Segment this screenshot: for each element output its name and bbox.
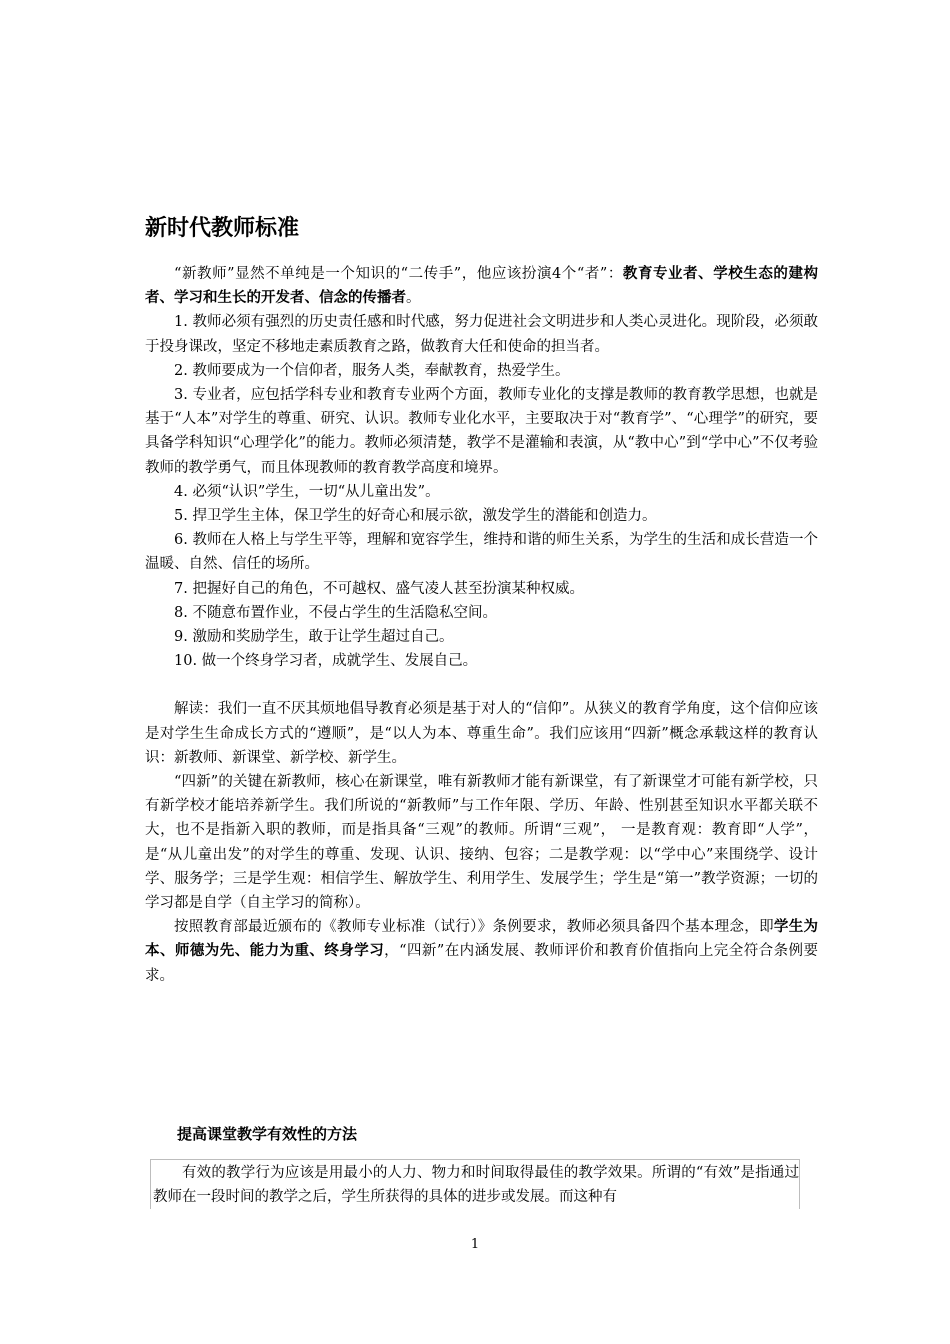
intro-bold-text: 教育专业者、学校生态的建构者、学习和生长的开发者、信念的传播者 bbox=[145, 266, 819, 307]
standard-bold-text: 学生为本、师德为先、能力为重、终身学习 bbox=[145, 919, 819, 960]
document-body bbox=[145, 262, 818, 988]
section-heading: 提高课堂教学有效性的方法 bbox=[177, 1125, 358, 1143]
list-item: 6. 教师在人格上与学生平等，理解和宽容学生，维持和谐的师生关系，为学生的生活和成长营造一个温暖、自然、信任的场所。 bbox=[145, 532, 818, 573]
list-item: 1. 教师必须有强烈的历史责任感和时代感，努力促进社会文明进步和人类心灵进化。现阶段，必须敢于投身课改，坚定不移地走素质教育之路，做教育大任和使命的担当者。 bbox=[145, 314, 818, 355]
paragraph-spacer bbox=[145, 673, 818, 697]
list-item: 5. 捍卫学生主体，保卫学生的好奇心和展示欲，激发学生的潜能和创造力。 bbox=[174, 508, 657, 525]
boxed-paragraph: 有效的教学行为应该是用最小的人力、物力和时间取得最佳的教学效果。所谓的“有效”是指通过教师在一段时间的教学之后，学生所获得的具体的进步或发展。而这种有 bbox=[150, 1159, 800, 1209]
list-item: 3. 专业者，应包括学科专业和教育专业两个方面，教师专业化的支撑是教师的教育教学思想，也就是基于“人本”对学生的尊重、研究、认识。教师专业化水平，主要取决于对“教育学”、“心理学”的研究，要具备学科知识“心理学化”的能力。教师必须清楚，教学不是灌输和表演，从“教中心”到“学中心”不仅考验教师的教学勇气，而且体现教师的教育教学高度和境界。 bbox=[145, 387, 818, 476]
list-item: 4. 必须“认识”学生，一切“从儿童出发”。 bbox=[174, 483, 440, 500]
intro-end-text: 。 bbox=[406, 290, 421, 307]
standard-end-text: ，“四新”在内涵发展、教师评价和教育价值指向上完全符合条例要求。 bbox=[145, 943, 818, 984]
interpretation-paragraph: “四新”的关键在新教师，核心在新课堂，唯有新教师才能有新课堂，有了新课堂才可能有新学校，只有新学校才能培养新学生。我们所说的“新教师”与工作年限、学历、年龄、性别甚至知识水平都关联不大，也不是指新入职的教师，而是指具备“三观”的教师。所谓“三观”， 一是教育观：教育即“人学”，是“从儿童出发”的对学生的尊重、发现、认识、接纳、包容；二是教学观：以“学中心”来围绕学、设计学、服务学；三是学生观：相信学生、解放学生、利用学生、发展学生；学生是“第一”教学资源；一切的学习都是自学（自主学习的简称）。 bbox=[145, 774, 818, 912]
list-item: 7. 把握好自己的角色，不可越权、盛气凌人甚至扮演某种权威。 bbox=[174, 580, 584, 597]
intro-text: “新教师”显然不单纯是一个知识的“二传手”，他应该扮演4个“者”： bbox=[174, 266, 623, 282]
list-item: 9. 激励和奖励学生，敢于让学生超过自己。 bbox=[174, 629, 454, 646]
standard-paragraph bbox=[145, 915, 818, 988]
list-item: 8. 不随意布置作业，不侵占学生的生活隐私空间。 bbox=[174, 604, 497, 621]
page-number: 1 bbox=[470, 1237, 480, 1252]
interpretation-paragraph: 解读：我们一直不厌其烦地倡导教育必须是基于对人的“信仰”。从狭义的教育学角度，这个信仰应该是对学生生命成长方式的“遵顺”，是“以人为本、尊重生命”。我们应该用“四新”概念承载这样的教育认识：新教师、新课堂、新学校、新学生。 bbox=[145, 701, 818, 766]
list-item: 10. 做一个终身学习者，成就学生、发展自己。 bbox=[174, 653, 478, 670]
page-title: 新时代教师标准 bbox=[145, 216, 300, 241]
standard-text: 按照教育部最近颁布的《教师专业标准（试行）》条例要求，教师必须具备四个基本理念，即 bbox=[174, 919, 774, 936]
intro-paragraph bbox=[145, 262, 818, 310]
list-item: 2. 教师要成为一个信仰者，服务人类，奉献教育，热爱学生。 bbox=[174, 362, 570, 379]
